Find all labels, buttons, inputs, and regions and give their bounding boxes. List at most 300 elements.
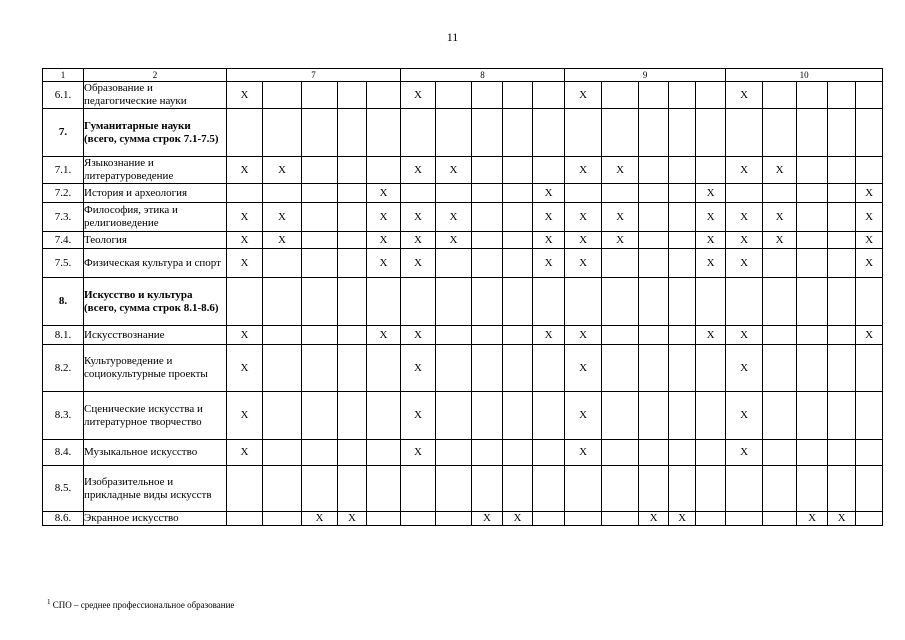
mark-cell <box>602 466 639 512</box>
mark-cell: X <box>726 326 763 345</box>
mark-cell <box>696 345 726 392</box>
mark-cell <box>367 466 401 512</box>
mark-cell <box>338 82 367 109</box>
mark-cell: X <box>533 232 565 249</box>
page-number: 11 <box>446 30 459 44</box>
row-name: Теология <box>84 232 227 249</box>
mark-cell <box>367 109 401 157</box>
mark-cell <box>338 278 367 326</box>
mark-cell: X <box>436 232 472 249</box>
mark-cell <box>533 109 565 157</box>
mark-cell <box>639 466 669 512</box>
mark-cell: X <box>565 440 602 466</box>
mark-cell <box>302 184 338 203</box>
mark-cell <box>436 345 472 392</box>
table-row <box>43 203 883 232</box>
mark-cell <box>763 466 797 512</box>
mark-cell <box>565 466 602 512</box>
footnote <box>47 598 234 610</box>
mark-cell <box>602 440 639 466</box>
header-cell: 10 <box>726 69 883 82</box>
mark-cell <box>565 512 602 526</box>
mark-cell <box>302 345 338 392</box>
mark-cell: X <box>602 203 639 232</box>
mark-cell <box>503 326 533 345</box>
mark-cell <box>503 345 533 392</box>
mark-cell <box>302 232 338 249</box>
mark-cell <box>602 109 639 157</box>
mark-cell <box>763 278 797 326</box>
mark-cell <box>263 249 302 278</box>
mark-cell <box>263 278 302 326</box>
mark-cell <box>401 512 436 526</box>
mark-cell <box>472 440 503 466</box>
row-name: Языкознание и литературоведение <box>84 157 227 184</box>
mark-cell: X <box>436 157 472 184</box>
mark-cell <box>367 392 401 440</box>
mark-cell <box>503 440 533 466</box>
mark-cell <box>533 392 565 440</box>
mark-cell <box>503 392 533 440</box>
row-number: 8.2. <box>43 345 84 392</box>
mark-cell: X <box>227 249 263 278</box>
mark-cell <box>828 184 856 203</box>
mark-cell <box>302 440 338 466</box>
mark-cell <box>828 203 856 232</box>
mark-cell <box>828 232 856 249</box>
mark-cell <box>533 512 565 526</box>
mark-cell <box>669 440 696 466</box>
mark-cell: X <box>726 82 763 109</box>
mark-cell <box>472 326 503 345</box>
mark-cell <box>726 184 763 203</box>
row-number: 7. <box>43 109 84 157</box>
mark-cell: X <box>401 440 436 466</box>
mark-cell <box>472 203 503 232</box>
mark-cell <box>602 82 639 109</box>
mark-cell <box>338 184 367 203</box>
mark-cell <box>503 82 533 109</box>
mark-cell: X <box>302 512 338 526</box>
mark-cell <box>639 440 669 466</box>
mark-cell <box>696 278 726 326</box>
mark-cell <box>503 157 533 184</box>
mark-cell: X <box>565 345 602 392</box>
mark-cell <box>669 232 696 249</box>
mark-cell: X <box>472 512 503 526</box>
mark-cell <box>338 392 367 440</box>
mark-cell: X <box>503 512 533 526</box>
mark-cell: X <box>856 326 883 345</box>
mark-cell <box>856 278 883 326</box>
table-row <box>43 184 883 203</box>
mark-cell <box>828 440 856 466</box>
mark-cell: X <box>726 392 763 440</box>
mark-cell: X <box>856 249 883 278</box>
mark-cell <box>338 440 367 466</box>
mark-cell <box>726 278 763 326</box>
mark-cell: X <box>263 232 302 249</box>
mark-cell: X <box>726 157 763 184</box>
mark-cell <box>639 109 669 157</box>
mark-cell: X <box>565 249 602 278</box>
mark-cell <box>436 109 472 157</box>
mark-cell <box>828 326 856 345</box>
mark-cell <box>338 157 367 184</box>
mark-cell <box>828 249 856 278</box>
mark-cell <box>602 512 639 526</box>
mark-cell <box>602 345 639 392</box>
mark-cell <box>763 326 797 345</box>
mark-cell: X <box>856 203 883 232</box>
mark-cell <box>639 82 669 109</box>
mark-cell <box>338 249 367 278</box>
mark-cell: X <box>696 184 726 203</box>
mark-cell <box>302 326 338 345</box>
mark-cell <box>503 249 533 278</box>
mark-cell: X <box>565 326 602 345</box>
mark-cell <box>302 203 338 232</box>
mark-cell: X <box>533 203 565 232</box>
mark-cell <box>828 157 856 184</box>
table-row <box>43 232 883 249</box>
mark-cell: X <box>669 512 696 526</box>
mark-cell <box>669 82 696 109</box>
table-row <box>43 157 883 184</box>
mark-cell <box>533 345 565 392</box>
mark-cell: X <box>696 326 726 345</box>
mark-cell: X <box>856 232 883 249</box>
mark-cell: X <box>401 203 436 232</box>
mark-cell <box>763 345 797 392</box>
mark-cell: X <box>696 249 726 278</box>
mark-cell: X <box>565 82 602 109</box>
mark-cell <box>263 466 302 512</box>
mark-cell <box>602 184 639 203</box>
mark-cell <box>639 326 669 345</box>
mark-cell: X <box>565 232 602 249</box>
table-row <box>43 82 883 109</box>
mark-cell: X <box>533 326 565 345</box>
row-name: Культуроведение и социокультурные проекты <box>84 345 227 392</box>
row-name: Физическая культура и спорт <box>84 249 227 278</box>
mark-cell <box>602 326 639 345</box>
header-cell: 8 <box>401 69 565 82</box>
header-cell: 2 <box>84 69 227 82</box>
mark-cell <box>669 392 696 440</box>
mark-cell <box>696 392 726 440</box>
mark-cell <box>263 392 302 440</box>
mark-cell <box>856 466 883 512</box>
table-row <box>43 109 883 157</box>
mark-cell <box>696 512 726 526</box>
mark-cell <box>639 157 669 184</box>
mark-cell <box>302 278 338 326</box>
table-row <box>43 466 883 512</box>
mark-cell: X <box>401 345 436 392</box>
mark-cell <box>639 203 669 232</box>
mark-cell <box>856 157 883 184</box>
mark-cell <box>797 345 828 392</box>
mark-cell <box>533 466 565 512</box>
row-number: 8. <box>43 278 84 326</box>
mark-cell <box>856 82 883 109</box>
mark-cell <box>503 109 533 157</box>
row-name: Философия, этика и религиоведение <box>84 203 227 232</box>
row-name: Сценические искусства и литературное творчество <box>84 392 227 440</box>
mark-cell <box>436 392 472 440</box>
mark-cell: X <box>726 345 763 392</box>
mark-cell <box>263 82 302 109</box>
mark-cell <box>669 184 696 203</box>
mark-cell <box>797 326 828 345</box>
mark-cell: X <box>726 440 763 466</box>
mark-cell <box>263 440 302 466</box>
mark-cell <box>302 109 338 157</box>
mark-cell: X <box>401 157 436 184</box>
mark-cell <box>669 278 696 326</box>
mark-cell: X <box>401 82 436 109</box>
table-row <box>43 392 883 440</box>
mark-cell <box>797 392 828 440</box>
mark-cell <box>602 278 639 326</box>
row-number: 8.5. <box>43 466 84 512</box>
mark-cell <box>302 392 338 440</box>
mark-cell: X <box>401 392 436 440</box>
mark-cell: X <box>436 203 472 232</box>
mark-cell <box>472 392 503 440</box>
mark-cell <box>436 326 472 345</box>
mark-cell: X <box>533 249 565 278</box>
mark-cell <box>763 82 797 109</box>
mark-cell <box>565 278 602 326</box>
mark-cell: X <box>367 184 401 203</box>
mark-cell <box>503 184 533 203</box>
row-name: Гуманитарные науки (всего, сумма строк 7.1-7.5) <box>84 109 227 157</box>
mark-cell: X <box>227 232 263 249</box>
mark-cell <box>227 109 263 157</box>
mark-cell <box>696 440 726 466</box>
mark-cell: X <box>565 392 602 440</box>
mark-cell <box>367 345 401 392</box>
mark-cell <box>302 249 338 278</box>
mark-cell <box>503 278 533 326</box>
row-number: 8.6. <box>43 512 84 526</box>
mark-cell <box>669 203 696 232</box>
mark-cell: X <box>227 440 263 466</box>
mark-cell <box>367 512 401 526</box>
mark-cell <box>763 184 797 203</box>
mark-cell: X <box>367 249 401 278</box>
mark-cell <box>763 109 797 157</box>
mark-cell <box>533 278 565 326</box>
mark-cell <box>763 512 797 526</box>
mark-cell <box>856 512 883 526</box>
mark-cell <box>669 249 696 278</box>
mark-cell: X <box>227 82 263 109</box>
mark-cell <box>669 466 696 512</box>
mark-cell <box>828 345 856 392</box>
mark-cell <box>436 278 472 326</box>
mark-cell <box>602 392 639 440</box>
mark-cell: X <box>338 512 367 526</box>
mark-cell <box>436 440 472 466</box>
mark-cell <box>472 109 503 157</box>
row-number: 6.1. <box>43 82 84 109</box>
mark-cell <box>797 203 828 232</box>
mark-cell <box>828 278 856 326</box>
mark-cell <box>401 109 436 157</box>
mark-cell <box>797 466 828 512</box>
mark-cell <box>503 203 533 232</box>
mark-cell <box>828 109 856 157</box>
footnote-marker: 1 <box>47 598 51 606</box>
row-number: 7.5. <box>43 249 84 278</box>
mark-cell <box>472 466 503 512</box>
mark-cell <box>639 232 669 249</box>
mark-cell <box>338 232 367 249</box>
row-number: 8.4. <box>43 440 84 466</box>
mark-cell <box>338 109 367 157</box>
mark-cell: X <box>726 203 763 232</box>
mark-cell <box>263 184 302 203</box>
mark-cell <box>828 466 856 512</box>
mark-cell <box>227 184 263 203</box>
mark-cell <box>401 278 436 326</box>
mark-cell <box>763 392 797 440</box>
mark-cell <box>367 440 401 466</box>
mark-cell <box>696 82 726 109</box>
mark-cell <box>533 82 565 109</box>
mark-cell <box>639 184 669 203</box>
mark-cell: X <box>263 203 302 232</box>
row-number: 7.4. <box>43 232 84 249</box>
mark-cell <box>856 109 883 157</box>
mark-cell <box>696 157 726 184</box>
mark-cell <box>533 157 565 184</box>
mark-cell: X <box>828 512 856 526</box>
mark-cell <box>367 157 401 184</box>
mark-cell <box>669 326 696 345</box>
mark-cell: X <box>763 157 797 184</box>
mark-cell <box>338 203 367 232</box>
mark-cell <box>797 440 828 466</box>
mark-cell <box>436 184 472 203</box>
mark-cell <box>565 109 602 157</box>
mark-cell <box>696 466 726 512</box>
table-row <box>43 249 883 278</box>
mark-cell: X <box>696 203 726 232</box>
mark-cell <box>856 440 883 466</box>
header-cell: 7 <box>227 69 401 82</box>
mark-cell: X <box>227 157 263 184</box>
mark-cell <box>436 512 472 526</box>
mark-cell <box>367 278 401 326</box>
mark-cell <box>669 345 696 392</box>
mark-cell <box>533 440 565 466</box>
table-row <box>43 440 883 466</box>
mark-cell <box>338 326 367 345</box>
mark-cell <box>669 109 696 157</box>
mark-cell <box>263 345 302 392</box>
mark-cell <box>565 184 602 203</box>
mark-cell <box>763 249 797 278</box>
mark-cell <box>797 232 828 249</box>
row-name: Образование и педагогические науки <box>84 82 227 109</box>
mark-cell <box>639 249 669 278</box>
mark-cell <box>669 157 696 184</box>
mark-cell: X <box>602 157 639 184</box>
row-name: Экранное искусство <box>84 512 227 526</box>
mark-cell: X <box>726 249 763 278</box>
mark-cell <box>828 392 856 440</box>
mark-cell: X <box>227 345 263 392</box>
mark-cell: X <box>263 157 302 184</box>
row-number: 7.1. <box>43 157 84 184</box>
header-cell: 1 <box>43 69 84 82</box>
mark-cell <box>472 345 503 392</box>
header-row <box>43 69 883 82</box>
mark-cell <box>797 278 828 326</box>
mark-cell <box>797 82 828 109</box>
mark-cell: X <box>367 326 401 345</box>
row-number: 8.1. <box>43 326 84 345</box>
mark-cell <box>726 512 763 526</box>
mark-cell <box>472 184 503 203</box>
mark-cell <box>797 157 828 184</box>
mark-cell <box>401 184 436 203</box>
mark-cell: X <box>696 232 726 249</box>
mark-cell <box>401 466 436 512</box>
header-cell: 9 <box>565 69 726 82</box>
mark-cell <box>302 82 338 109</box>
row-number: 7.3. <box>43 203 84 232</box>
mark-cell <box>338 345 367 392</box>
mark-cell <box>797 249 828 278</box>
mark-cell <box>797 109 828 157</box>
mark-cell: X <box>401 249 436 278</box>
mark-cell <box>726 109 763 157</box>
mark-cell: X <box>367 203 401 232</box>
mark-cell <box>503 466 533 512</box>
mark-cell <box>472 232 503 249</box>
mark-cell <box>263 512 302 526</box>
row-name: История и археология <box>84 184 227 203</box>
row-number: 8.3. <box>43 392 84 440</box>
mark-cell <box>639 392 669 440</box>
footnote-text: СПО – среднее профессиональное образование <box>52 600 235 610</box>
mark-cell <box>338 466 367 512</box>
mark-cell: X <box>602 232 639 249</box>
mark-cell <box>367 82 401 109</box>
mark-cell: X <box>856 184 883 203</box>
mark-cell <box>227 278 263 326</box>
mark-cell: X <box>401 326 436 345</box>
mark-cell <box>436 82 472 109</box>
mark-cell <box>472 249 503 278</box>
table-row <box>43 345 883 392</box>
mark-cell: X <box>726 232 763 249</box>
mark-cell <box>828 82 856 109</box>
mark-cell <box>763 440 797 466</box>
row-name: Изобразительное и прикладные виды искусств <box>84 466 227 512</box>
mark-cell <box>639 278 669 326</box>
mark-cell: X <box>401 232 436 249</box>
mark-cell: X <box>227 203 263 232</box>
mark-cell <box>263 326 302 345</box>
mark-cell <box>602 249 639 278</box>
mark-cell <box>227 466 263 512</box>
